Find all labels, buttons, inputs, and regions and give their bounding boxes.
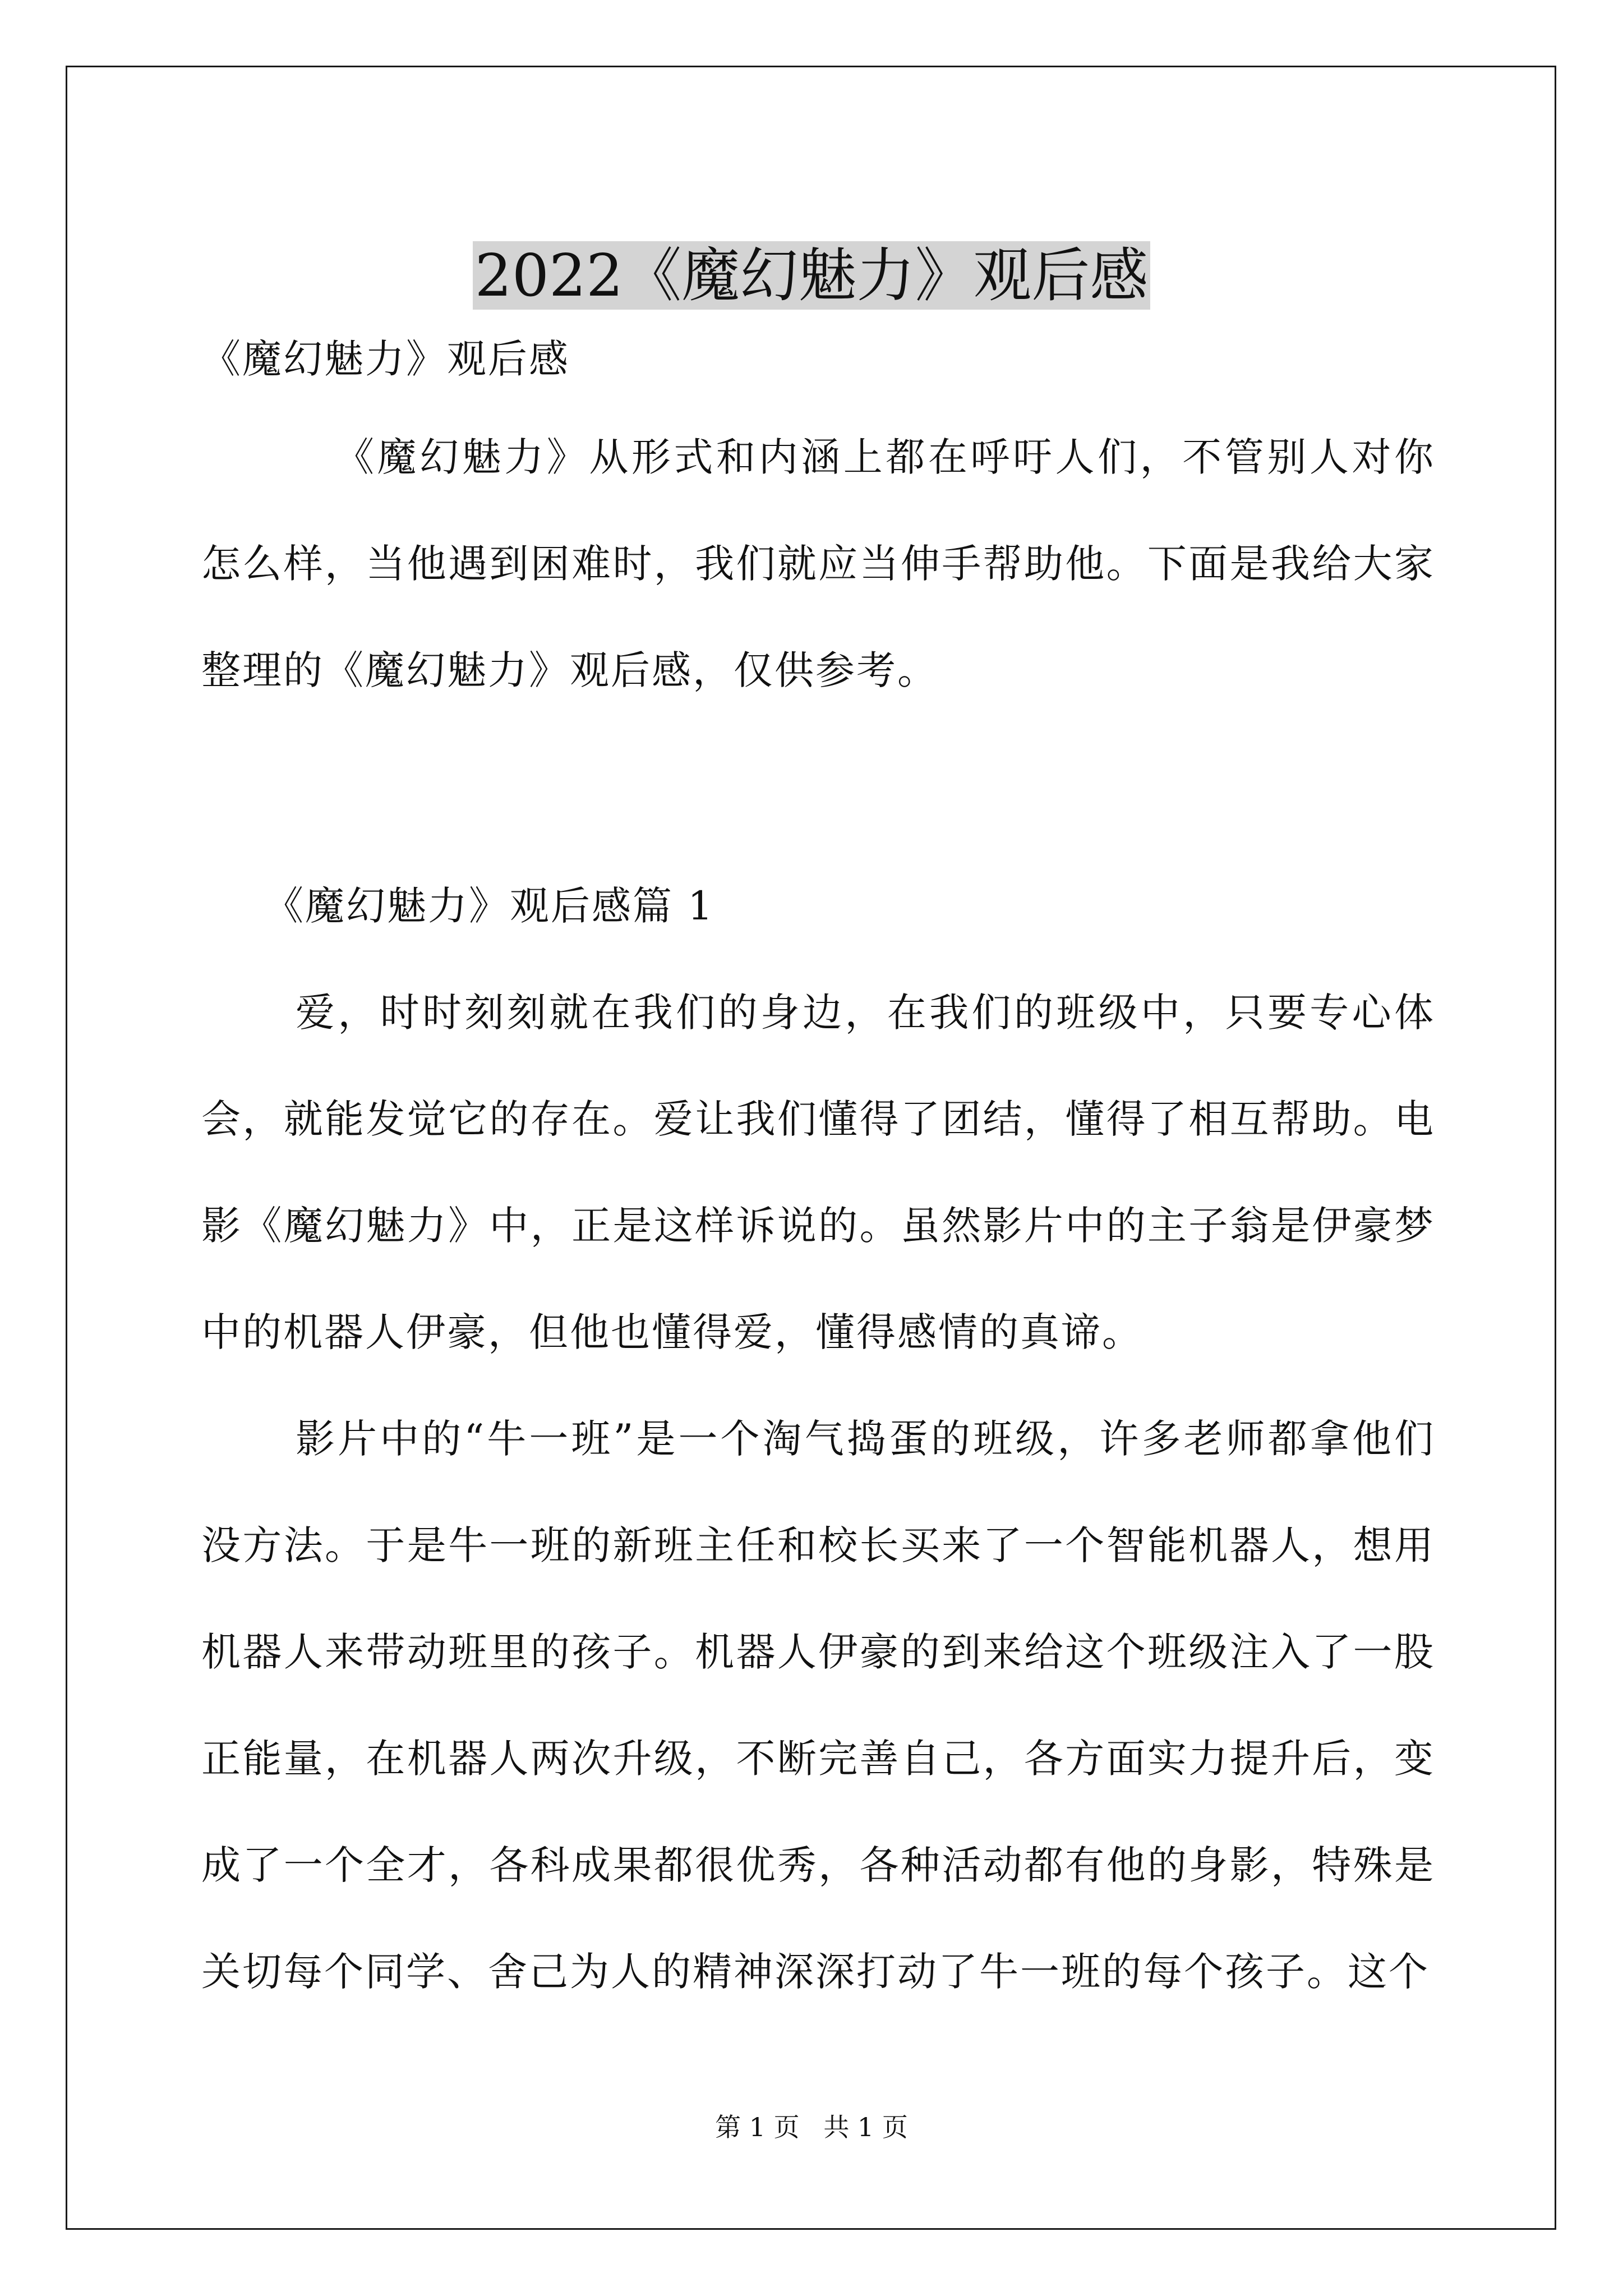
page-number: 第 1 页 — [715, 2112, 800, 2142]
intro-paragraph: 《魔幻魅力》从形式和内涵上都在呼吁人们，不管别人对你怎么样，当他遇到困难时，我们就应当伸手帮助他。下面是我给大家整理的《魔幻魅力》观后感，仅供参考。 — [201, 434, 1435, 693]
document-title — [0, 239, 1623, 312]
body-paragraph: 爱，时时刻刻就在我们的身边，在我们的班级中，只要专心体会，就能发觉它的存在。爱让我们懂得了团结，懂得了相互帮助。电影《魔幻魅力》中，正是这样诉说的。虽然影片中的主子翁是伊豪梦中的机器人伊豪，但他也懂得爱，懂得感情的真谛。 — [201, 990, 1435, 1355]
body-paragraph: 影片中的“牛一班”是一个淘气捣蛋的班级，许多老师都拿他们没方法。于是牛一班的新班主任和校长买来了一个智能机器人，想用机器人来带动班里的孩子。机器人伊豪的到来给这个班级注入了一股正能量，在机器人两次升级，不断完善自己，各方面实力提升后，变成了一个全才，各科成果都很优秀，各种活动都有他的身影，特殊是关切每个同学、舍己为人的精神深深打动了牛一班的每个孩子。这个 — [201, 1416, 1435, 1995]
section-heading: 《魔幻魅力》观后感篇 1 — [264, 883, 714, 929]
page-footer — [0, 2110, 1623, 2144]
document-body — [201, 314, 1435, 2025]
document-title-text: 2022《魔幻魅力》观后感 — [473, 241, 1151, 310]
document-subtitle: 《魔幻魅力》观后感 — [201, 336, 570, 382]
page-total: 共 1 页 — [823, 2112, 908, 2142]
